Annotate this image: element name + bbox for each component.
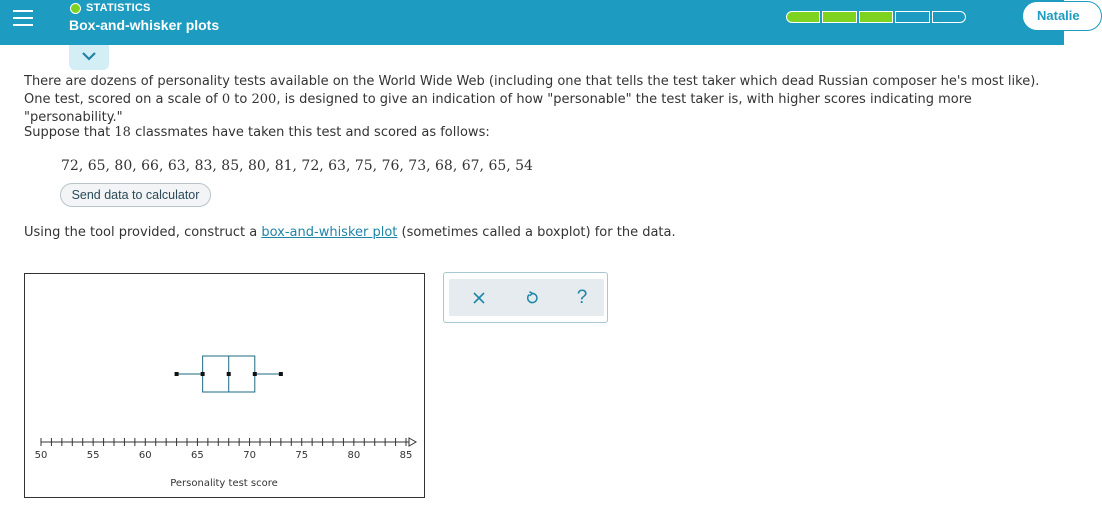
hamburger-menu-icon[interactable] — [13, 8, 33, 28]
instruction-text-before: Using the tool provided, construct a — [24, 225, 262, 240]
classmate-count: 18 — [114, 125, 131, 140]
topic-status-dot-icon — [70, 3, 81, 14]
send-data-button[interactable]: Send data to calculator — [60, 183, 211, 207]
user-menu-button[interactable]: Natalie — [1022, 1, 1102, 31]
intro-text-before: There are dozens of personality tests available on the World Wide Web (including one that tells the test taker which dead Russian composer he's most like). One test, scored on a scale of — [24, 74, 1040, 107]
box-and-whisker-plot[interactable] — [175, 356, 283, 392]
tool-panel-inner — [449, 279, 604, 316]
suppose-text-before: Suppose that — [24, 125, 115, 140]
collapse-header-button[interactable] — [69, 45, 109, 70]
undo-icon — [525, 291, 539, 305]
q1-handle[interactable] — [201, 372, 205, 376]
progress-segment — [859, 11, 893, 23]
tick-label: 60 — [138, 450, 152, 461]
tick-label: 80 — [347, 450, 361, 461]
progress-segment — [895, 11, 929, 23]
median-handle[interactable] — [227, 372, 231, 376]
tick-label: 65 — [191, 450, 204, 461]
topic-row — [70, 1, 151, 15]
axis-arrow-icon — [409, 438, 416, 446]
min-handle[interactable] — [175, 372, 179, 376]
tick-label: 50 — [34, 450, 48, 461]
max-handle[interactable] — [279, 372, 283, 376]
progress-segment — [822, 11, 856, 23]
progress-segment — [786, 11, 820, 23]
boxplot-canvas[interactable] — [25, 274, 424, 497]
tick-labels — [35, 450, 413, 461]
top-bar — [0, 0, 1080, 45]
clear-button[interactable] — [464, 279, 494, 316]
tick-label: 55 — [86, 450, 100, 461]
instruction-text-after: (sometimes called a boxplot) for the data. — [397, 225, 676, 240]
suppose-text-after: classmates have taken this test and scored as follows: — [130, 125, 490, 140]
tool-panel — [443, 272, 608, 323]
intro-text-after: , is designed to give an indication of how "personable" the test taker is, with higher scores indicating more "personability." — [24, 92, 972, 125]
boxplot-graph-area[interactable] — [24, 273, 425, 498]
scale-min: 0 — [221, 92, 231, 107]
page-title: Box-and-whisker plots — [69, 17, 220, 33]
boxplot-definition-link[interactable]: box-and-whisker plot — [261, 225, 398, 240]
topic-label: STATISTICS — [86, 2, 151, 14]
problem-intro — [24, 73, 1054, 127]
data-values: 72, 65, 80, 66, 63, 83, 85, 80, 81, 72, 63, 75, 76, 73, 68, 67, 65, 54 — [61, 158, 533, 174]
undo-button[interactable] — [517, 279, 547, 316]
intro-to: to — [230, 92, 252, 107]
progress-segment — [932, 11, 966, 23]
help-button[interactable] — [567, 279, 597, 316]
chevron-down-icon — [82, 52, 96, 61]
problem-instruction — [24, 224, 676, 242]
close-icon — [473, 292, 485, 304]
help-icon: ? — [576, 286, 588, 308]
tick-label: 85 — [399, 450, 413, 461]
problem-suppose — [24, 124, 490, 142]
q3-handle[interactable] — [253, 372, 257, 376]
scale-max: 200 — [251, 92, 277, 107]
tick-label: 70 — [243, 450, 256, 461]
progress-bar — [786, 11, 966, 23]
x-axis-label: Personality test score — [170, 478, 278, 489]
tick-label: 75 — [295, 450, 309, 461]
number-line-axis — [41, 438, 416, 446]
